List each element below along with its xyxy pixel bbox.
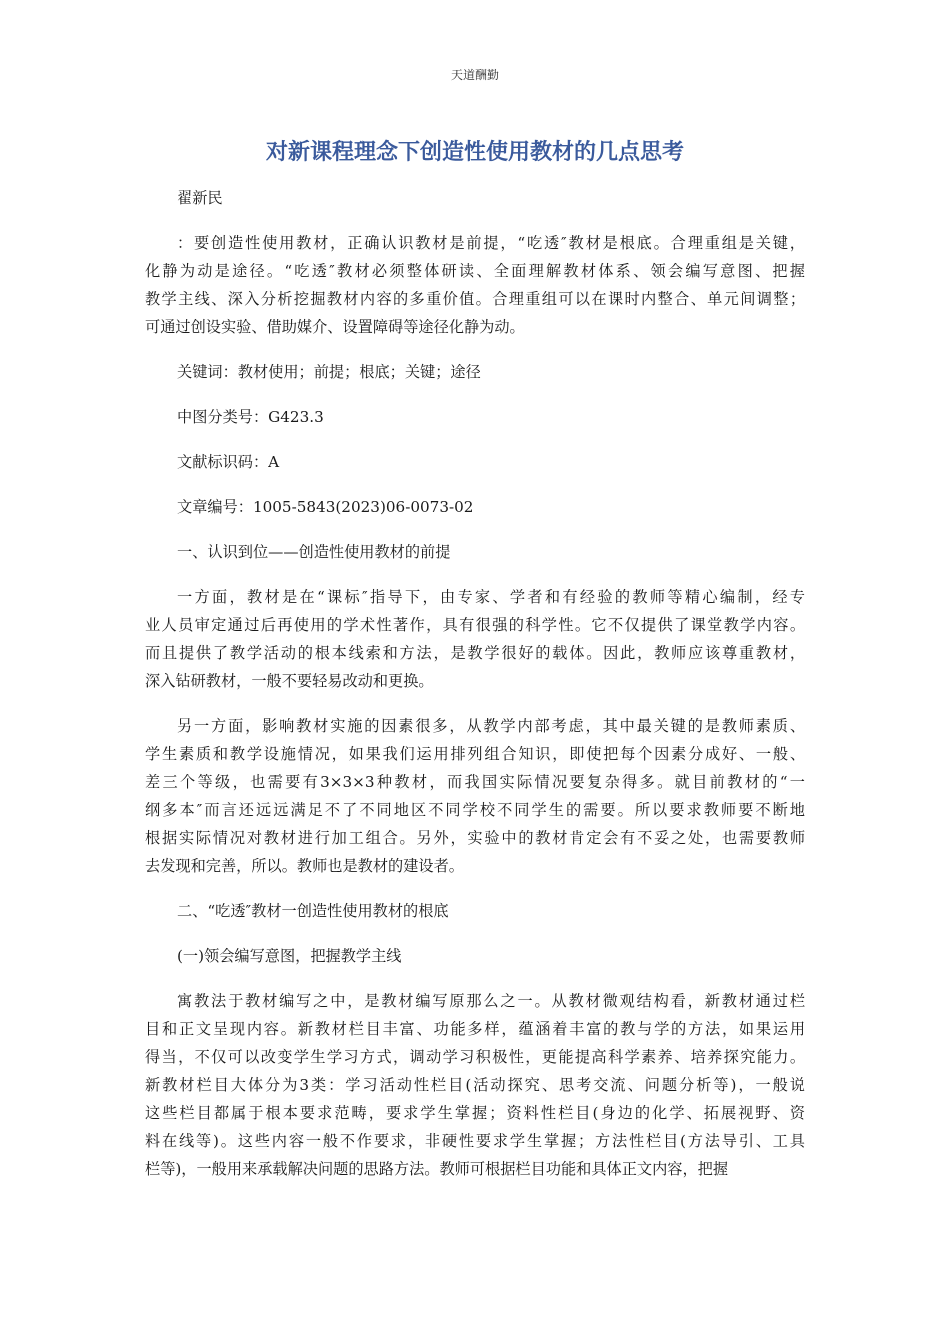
paragraph-line: 差三个等级，也需要有3×3×3种教材，而我国实际情况要复杂得多。就目前教材的“一: [145, 773, 805, 791]
abstract-line: ：要创造性使用教材，正确认识教材是前提，“吃透″教材是根底。合理重组是关键，: [177, 234, 805, 252]
paragraph-line: 得当，不仅可以改变学生学习方式，调动学习积极性，更能提高科学素养、培养探究能力。: [145, 1048, 805, 1066]
clc-number: 中图分类号：G423.3: [177, 408, 324, 426]
paragraph-line: 另一方面，影响教材实施的因素很多，从教学内部考虑，其中最关键的是教师素质、: [177, 717, 805, 735]
paragraph-line: 而且提供了教学活动的根本线索和方法，是教学很好的载体。因此，教师应该尊重教材，: [145, 644, 805, 662]
abstract-line: 化静为动是途径。“吃透″教材必须整体研读、全面理解教材体系、领会编写意图、把握: [145, 262, 805, 280]
paragraph-line: 学生素质和教学设施情况，如果我们运用排列组合知识，即使把每个因素分成好、一般、: [145, 745, 805, 763]
article-body: [145, 184, 805, 1183]
paragraph-line: 一方面，教材是在“课标″指导下，由专家、学者和有经验的教师等精心编制，经专: [177, 588, 805, 606]
paragraph-line: 业人员审定通过后再使用的学术性著作，具有很强的科学性。它不仅提供了课堂教学内容。: [145, 616, 805, 634]
paragraph-line: 根据实际情况对教材进行加工组合。另外，实验中的教材肯定会有不妥之处，也需要教师: [145, 829, 805, 847]
paragraph-line: 料在线等)。这些内容一般不作要求，非硬性要求学生掌握；方法性栏目(方法导引、工具: [145, 1132, 805, 1150]
paragraph-line: 纲多本″而言还远远满足不了不同地区不同学校不同学生的需要。所以要求教师要不断地: [145, 801, 805, 819]
paragraph-line: 新教材栏目大体分为3类：学习活动性栏目(活动探究、思考交流、问题分析等)，一般说: [145, 1076, 805, 1094]
keywords: 关键词：教材使用；前提；根底；关键；途径: [177, 363, 481, 381]
abstract: [145, 229, 805, 341]
paragraph-line: 去发现和完善，所以。教师也是教材的建设者。: [145, 857, 464, 875]
section2-heading: 二、“吃透″教材一创造性使用教材的根底: [177, 902, 449, 920]
article-title: 对新课程理念下创造性使用教材的几点思考: [265, 140, 684, 165]
paragraph-line: 这些栏目都属于根本要求范畴，要求学生掌握；资料性栏目(身边的化学、拓展视野、资: [145, 1104, 805, 1122]
paragraph-line: 栏等)，一般用来承载解决问题的思路方法。教师可根据栏目功能和具体正文内容，把握: [145, 1160, 729, 1178]
section2-paragraph-1: [145, 987, 805, 1183]
author: 翟新民: [177, 189, 223, 207]
section1-paragraph-1: [145, 583, 805, 695]
article-number: 文章编号：1005-5843(2023)06-0073-02: [177, 498, 474, 516]
section2-subheading: (一)领会编写意图，把握教学主线: [177, 947, 402, 965]
abstract-line: 可通过创设实验、借助媒介、设置障碍等途径化静为动。: [145, 318, 525, 336]
section1-heading: 一、认识到位——创造性使用教材的前提: [177, 543, 451, 561]
paragraph-line: 寓教法于教材编写之中，是教材编写原那么之一。从教材微观结构看，新教材通过栏: [177, 992, 805, 1010]
document-code: 文献标识码：A: [177, 453, 280, 471]
paragraph-line: 深入钻研教材，一般不要轻易改动和更换。: [145, 672, 434, 690]
section1-paragraph-2: [145, 712, 805, 880]
page-header: 天道酬勤: [450, 68, 499, 82]
abstract-line: 教学主线、深入分析挖掘教材内容的多重价值。合理重组可以在课时内整合、单元间调整；: [145, 290, 805, 308]
paragraph-line: 目和正文呈现内容。新教材栏目丰富、功能多样，蕴涵着丰富的教与学的方法，如果运用: [145, 1020, 805, 1038]
